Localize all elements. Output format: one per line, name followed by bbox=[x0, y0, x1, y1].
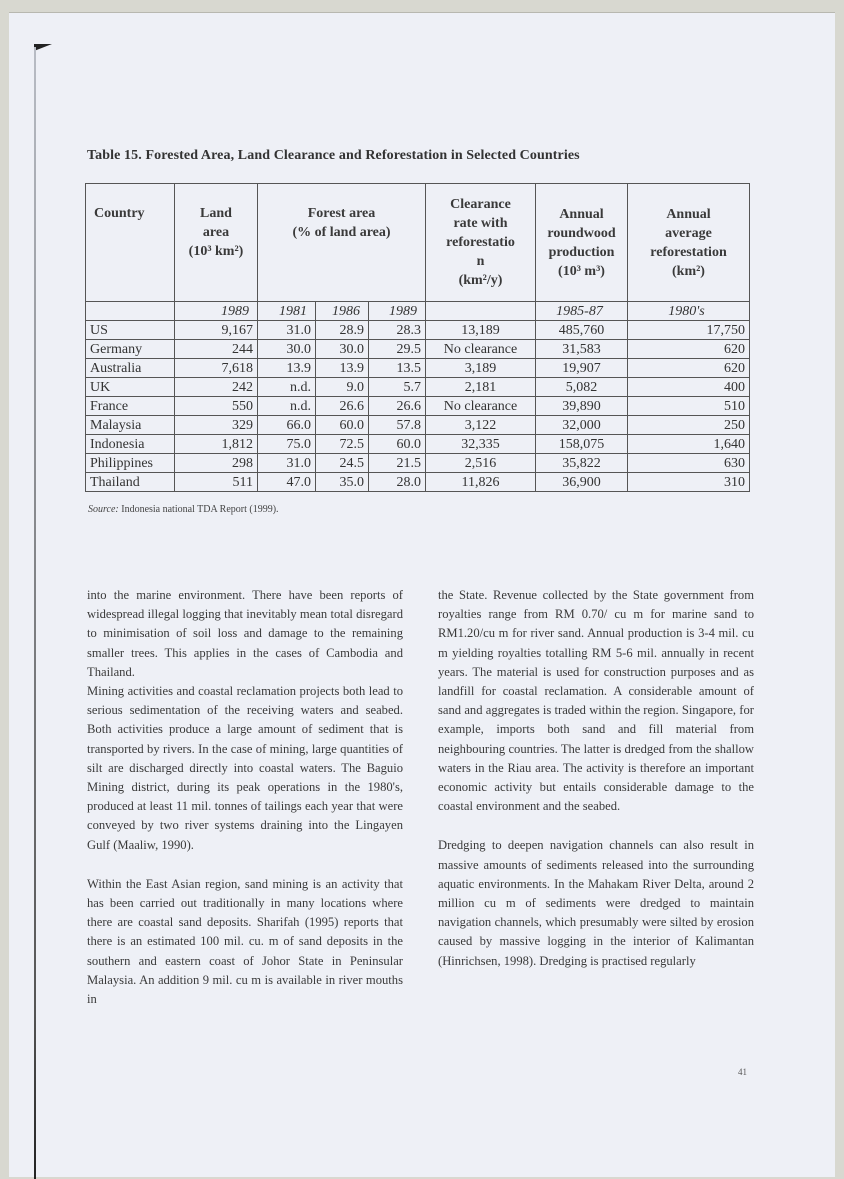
cell-forest-1986: 60.0 bbox=[316, 416, 369, 435]
table-row bbox=[86, 397, 750, 416]
cell-clearance-rate: 2,181 bbox=[426, 378, 536, 397]
cell-clearance-rate: 3,122 bbox=[426, 416, 536, 435]
cell-reforestation: 310 bbox=[628, 473, 750, 492]
cell-reforestation: 620 bbox=[628, 359, 750, 378]
cell-clearance-rate: 11,826 bbox=[426, 473, 536, 492]
header-clearance-rate: Clearance rate with reforestatio n (km²/y) bbox=[426, 184, 536, 302]
page-number: 41 bbox=[738, 1067, 747, 1077]
cell-land-area: 298 bbox=[175, 454, 258, 473]
year-clearance bbox=[426, 302, 536, 321]
cell-forest-1986: 30.0 bbox=[316, 340, 369, 359]
year-forest-1986: 1986 bbox=[316, 302, 369, 321]
cell-forest-1989: 21.5 bbox=[369, 454, 426, 473]
cell-forest-1981: 13.9 bbox=[258, 359, 316, 378]
cell-forest-1989: 26.6 bbox=[369, 397, 426, 416]
cell-land-area: 511 bbox=[175, 473, 258, 492]
cell-land-area: 7,618 bbox=[175, 359, 258, 378]
table-row bbox=[86, 416, 750, 435]
header-country: Country bbox=[86, 184, 175, 302]
corner-crop-mark bbox=[34, 44, 52, 51]
header-forest-area: Forest area (% of land area) bbox=[258, 184, 426, 302]
cell-forest-1986: 26.6 bbox=[316, 397, 369, 416]
cell-reforestation: 510 bbox=[628, 397, 750, 416]
cell-forest-1986: 9.0 bbox=[316, 378, 369, 397]
cell-forest-1981: 75.0 bbox=[258, 435, 316, 454]
paragraph: Dredging to deepen navigation channels can also result in massive amounts of sediments released into the surrounding aquatic environments. In the Mahakam River Delta, around 2 million cu m of sediments were dredged to maintain navigation channels, which presumably were silted by erosion caused by massive logging in the interior of Kalimantan (Hinrichsen, 1998). Dredging is practised regularly bbox=[438, 838, 754, 968]
cell-forest-1986: 13.9 bbox=[316, 359, 369, 378]
table-row bbox=[86, 340, 750, 359]
cell-clearance-rate: No clearance bbox=[426, 340, 536, 359]
table-source bbox=[88, 504, 279, 515]
table-row bbox=[86, 473, 750, 492]
cell-roundwood: 35,822 bbox=[536, 454, 628, 473]
body-column-left bbox=[87, 586, 403, 1009]
header-row bbox=[86, 184, 750, 302]
year-roundwood: 1985-87 bbox=[536, 302, 628, 321]
cell-land-area: 242 bbox=[175, 378, 258, 397]
cell-land-area: 329 bbox=[175, 416, 258, 435]
cell-reforestation: 400 bbox=[628, 378, 750, 397]
cell-forest-1989: 28.0 bbox=[369, 473, 426, 492]
year-reforestation: 1980's bbox=[628, 302, 750, 321]
paragraph: into the marine environment. There have been reports of widespread illegal logging that inevitably mean total disregard to minimisation of soil loss and damage to the remaining smaller trees. This applies in the cases of Cambodia and Thailand. bbox=[87, 588, 403, 679]
cell-roundwood: 19,907 bbox=[536, 359, 628, 378]
header-reforestation: Annual average reforestation (km²) bbox=[628, 184, 750, 302]
paragraph: the State. Revenue collected by the State government from royalties range from RM 0.70/ cu m for marine sand to RM1.20/cu m for river sand. Annual production is 3-4 mil. cu m yielding royalties totalling RM 5-6 mil. annually in recent years. The material is used for construction purposes and as landfill for coastal reclamation. A considerable amount of sand and aggregates is traded within the region. Singapore, for example, imports both sand and fill material from neighbouring countries. The latter is dredged from the shallow waters in the Riau area. The activity is therefore an important economic activity but entails considerable damage to the coastal environment and the seabed. bbox=[438, 588, 754, 814]
table-row bbox=[86, 378, 750, 397]
cell-forest-1989: 28.3 bbox=[369, 321, 426, 340]
table-row bbox=[86, 454, 750, 473]
cell-forest-1981: 31.0 bbox=[258, 454, 316, 473]
cell-country: US bbox=[86, 321, 175, 340]
header-roundwood-production: Annual roundwood production (10³ m³) bbox=[536, 184, 628, 302]
source-text: Indonesia national TDA Report (1999). bbox=[118, 504, 279, 515]
cell-land-area: 1,812 bbox=[175, 435, 258, 454]
cell-roundwood: 32,000 bbox=[536, 416, 628, 435]
cell-forest-1986: 28.9 bbox=[316, 321, 369, 340]
cell-clearance-rate: 3,189 bbox=[426, 359, 536, 378]
cell-country: Thailand bbox=[86, 473, 175, 492]
cell-clearance-rate: 13,189 bbox=[426, 321, 536, 340]
cell-forest-1981: n.d. bbox=[258, 378, 316, 397]
cell-forest-1986: 24.5 bbox=[316, 454, 369, 473]
table-row bbox=[86, 435, 750, 454]
cell-forest-1989: 60.0 bbox=[369, 435, 426, 454]
cell-country: Australia bbox=[86, 359, 175, 378]
cell-reforestation: 250 bbox=[628, 416, 750, 435]
cell-forest-1981: 66.0 bbox=[258, 416, 316, 435]
cell-forest-1981: 47.0 bbox=[258, 473, 316, 492]
table-body bbox=[86, 321, 750, 492]
cell-reforestation: 630 bbox=[628, 454, 750, 473]
year-land-area: 1989 bbox=[175, 302, 258, 321]
cell-land-area: 244 bbox=[175, 340, 258, 359]
cell-reforestation: 620 bbox=[628, 340, 750, 359]
cell-land-area: 9,167 bbox=[175, 321, 258, 340]
cell-roundwood: 485,760 bbox=[536, 321, 628, 340]
cell-country: UK bbox=[86, 378, 175, 397]
cell-roundwood: 158,075 bbox=[536, 435, 628, 454]
table-row bbox=[86, 359, 750, 378]
cell-clearance-rate: 2,516 bbox=[426, 454, 536, 473]
cell-roundwood: 31,583 bbox=[536, 340, 628, 359]
cell-country: Indonesia bbox=[86, 435, 175, 454]
binding-shadow bbox=[34, 47, 36, 1179]
year-row bbox=[86, 302, 750, 321]
cell-roundwood: 5,082 bbox=[536, 378, 628, 397]
cell-reforestation: 1,640 bbox=[628, 435, 750, 454]
cell-forest-1981: n.d. bbox=[258, 397, 316, 416]
table-caption: Table 15. Forested Area, Land Clearance and Reforestation in Selected Countries bbox=[87, 148, 580, 163]
cell-forest-1986: 35.0 bbox=[316, 473, 369, 492]
cell-clearance-rate: No clearance bbox=[426, 397, 536, 416]
cell-forest-1981: 30.0 bbox=[258, 340, 316, 359]
cell-country: France bbox=[86, 397, 175, 416]
cell-roundwood: 39,890 bbox=[536, 397, 628, 416]
cell-country: Malaysia bbox=[86, 416, 175, 435]
cell-forest-1981: 31.0 bbox=[258, 321, 316, 340]
cell-country: Germany bbox=[86, 340, 175, 359]
cell-forest-1989: 13.5 bbox=[369, 359, 426, 378]
forest-table bbox=[85, 183, 750, 492]
year-forest-1989: 1989 bbox=[369, 302, 426, 321]
cell-land-area: 550 bbox=[175, 397, 258, 416]
cell-roundwood: 36,900 bbox=[536, 473, 628, 492]
header-land-area: Land area (10³ km²) bbox=[175, 184, 258, 302]
cell-forest-1986: 72.5 bbox=[316, 435, 369, 454]
cell-clearance-rate: 32,335 bbox=[426, 435, 536, 454]
cell-forest-1989: 29.5 bbox=[369, 340, 426, 359]
cell-reforestation: 17,750 bbox=[628, 321, 750, 340]
paragraph: Mining activities and coastal reclamation projects both lead to serious sedimentation of the receiving waters and seabed. Both activities produce a large amount of sediment that is transported by rivers. In the case of mining, large quantities of silt are discharged directly into coastal waters. The Baguio Mining district, during its peak operations in the 1980's, produced at least 11 mil. tonnes of tailings each year that were conveyed by two river systems draining into the Lingayen Gulf (Maaliw, 1990). bbox=[87, 684, 403, 852]
cell-forest-1989: 57.8 bbox=[369, 416, 426, 435]
table-row bbox=[86, 321, 750, 340]
body-column-right bbox=[438, 586, 754, 971]
cell-country: Philippines bbox=[86, 454, 175, 473]
source-label: Source: bbox=[88, 504, 119, 515]
year-country-empty bbox=[86, 302, 175, 321]
paragraph: Within the East Asian region, sand mining is an activity that has been carried out traditionally in many locations where there are coastal sand deposits. Sharifah (1995) reports that there is an estimated 100 mil. cu. m of sand deposits in the southern and eastern coast of Johor State in Peninsular Malaysia. An addition 9 mil. cu m is available in river mouths in bbox=[87, 876, 403, 1007]
cell-forest-1989: 5.7 bbox=[369, 378, 426, 397]
year-forest-1981: 1981 bbox=[258, 302, 316, 321]
